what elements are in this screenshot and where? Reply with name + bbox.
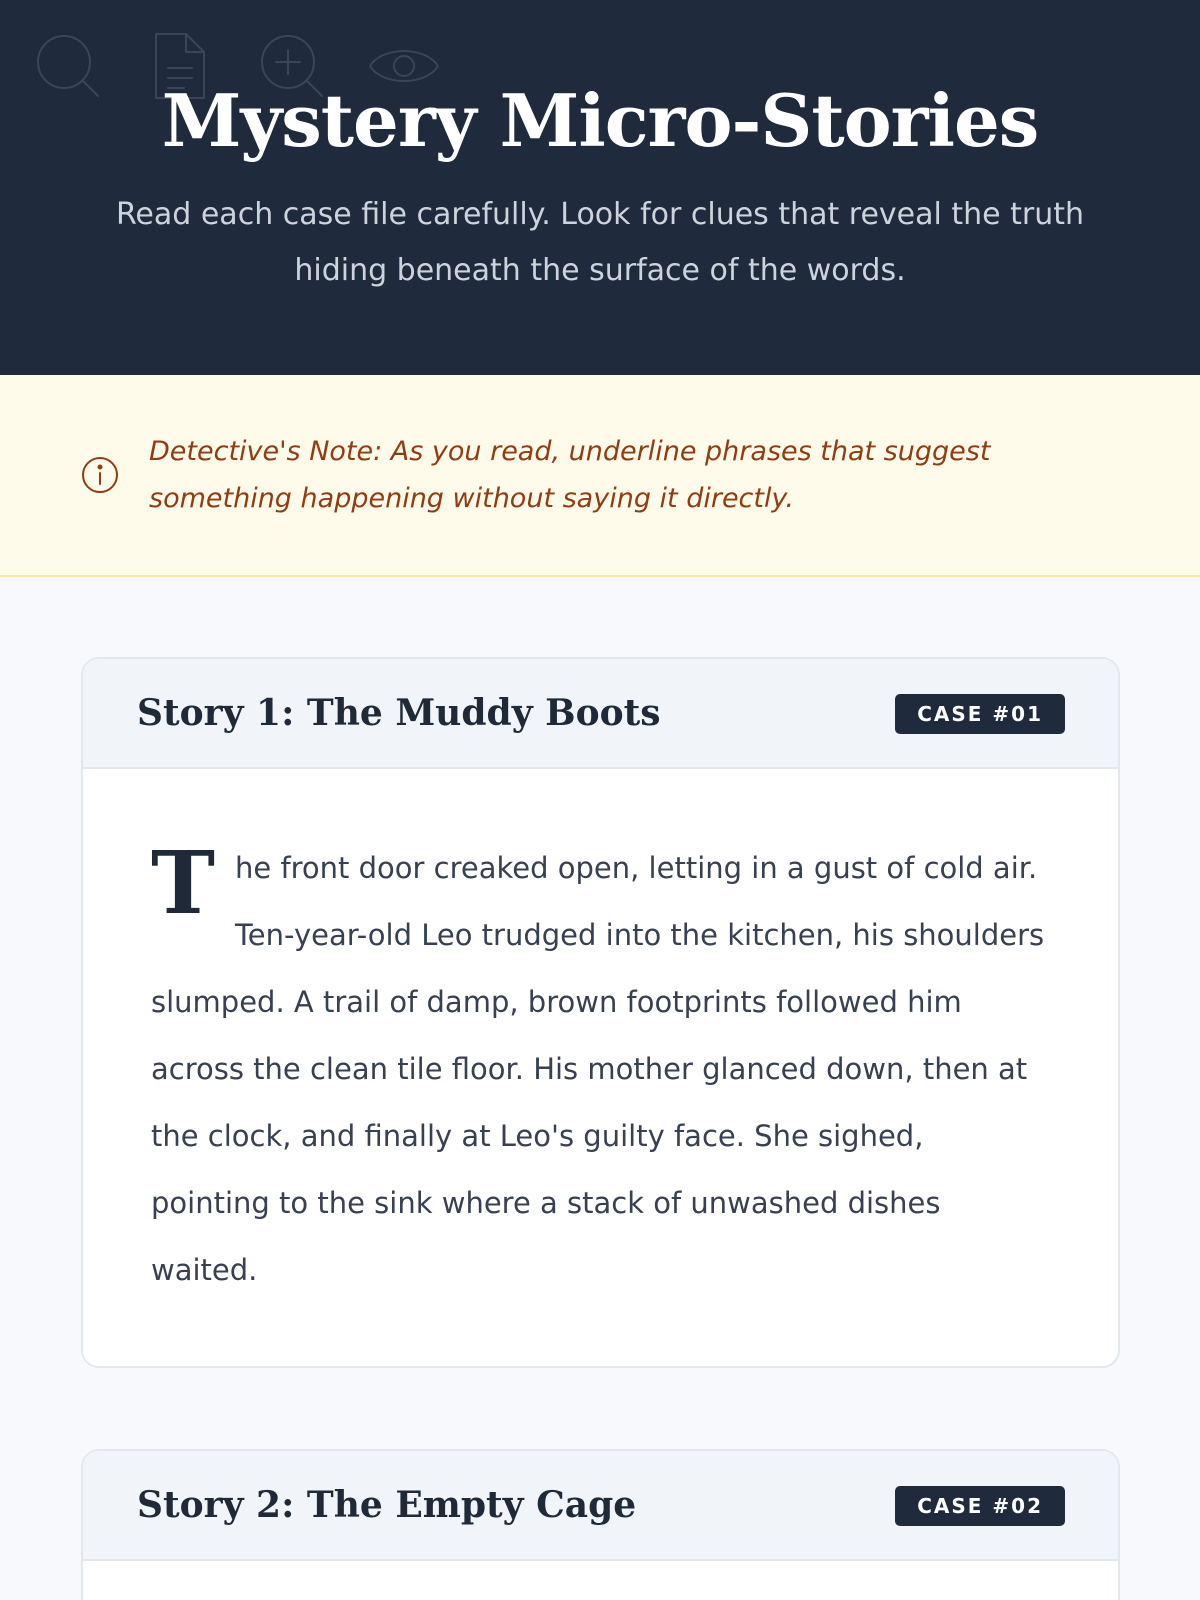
drop-cap: T (151, 833, 215, 934)
case-badge: CASE #01 (895, 694, 1065, 734)
story-card (81, 1449, 1120, 1600)
story-card-header (83, 659, 1118, 769)
story-title: Story 1: The Muddy Boots (137, 692, 661, 734)
story-card (81, 657, 1120, 1368)
story-text (151, 835, 1048, 1304)
case-badge: CASE #02 (895, 1486, 1065, 1526)
story-text-body: he front door creaked open, letting in a gust of cold air. Ten-year-old Leo trudged into the kitchen, his shoulders slumped. A trail of damp, brown footprints followed him across the clean tile floor. His mother glanced down, then at the clock, and finally at Leo's guilty face. She sighed, pointing to the sink where a stack of unwashed dishes waited. (151, 851, 1045, 1287)
info-icon (80, 455, 120, 495)
page-subtitle: Read each case file carefully. Look for clues that reveal the truth hiding beneath the surface of the words. (115, 197, 1085, 288)
story-title: Story 2: The Empty Cage (137, 1484, 637, 1526)
story-card-body (83, 769, 1118, 1304)
page-title: Mystery Micro-Stories (161, 78, 1039, 163)
page-header (0, 0, 1200, 375)
detective-note-text: Detective's Note: As you read, underline phrases that suggest something happening without saying it directly. (149, 436, 991, 514)
story-card-header (83, 1451, 1118, 1561)
